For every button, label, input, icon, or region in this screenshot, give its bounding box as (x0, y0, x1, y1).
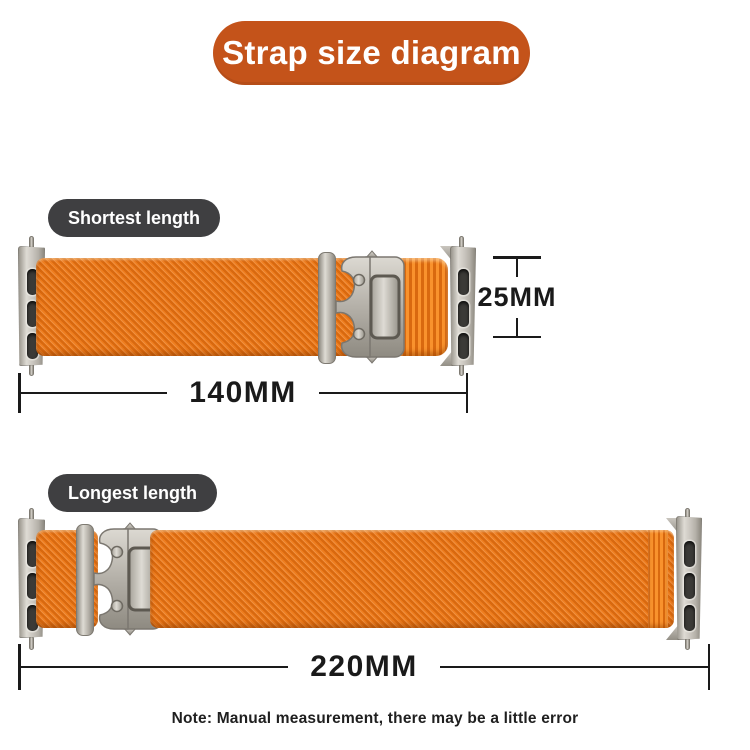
adapter-slot (684, 573, 695, 599)
watch-lug-adapter-right (450, 246, 476, 366)
dimension-stem (516, 318, 519, 336)
strap-width-value: 25MM (477, 281, 557, 312)
longest-length-value: 220MM (310, 650, 418, 683)
longest-strap-image (14, 508, 720, 658)
longest-length-label-pill (48, 474, 217, 512)
adapter-slot (458, 333, 469, 359)
shortest-length-value: 140MM (189, 376, 297, 409)
longest-length-dimension (18, 644, 710, 690)
dimension-line (440, 666, 708, 669)
dimension-tick (466, 373, 469, 413)
title-banner (213, 21, 530, 85)
dimension-rule (493, 336, 541, 339)
dimension-line (21, 666, 289, 669)
strap-fabric (150, 530, 674, 628)
strap-width-dimension (477, 256, 557, 354)
shortest-length-label: Shortest length (68, 207, 201, 228)
dimension-tick (708, 644, 711, 690)
shortest-strap-image (14, 236, 494, 386)
dimension-line (21, 392, 168, 395)
adapter-slot (684, 605, 695, 631)
dimension-stem (516, 259, 519, 277)
longest-length-label: Longest length (68, 482, 197, 503)
stitch-band (648, 530, 668, 628)
adapter-slot (458, 269, 469, 295)
shortest-length-dimension (18, 373, 468, 413)
watch-lug-adapter-right (676, 516, 702, 640)
cobra-buckle (332, 250, 408, 364)
page-title: Strap size diagram (222, 34, 521, 71)
measurement-note: Note: Manual measurement, there may be a little error (171, 710, 579, 727)
adapter-slot (458, 301, 469, 327)
shortest-length-label-pill (48, 199, 220, 237)
adapter-slot (684, 541, 695, 567)
dimension-line (319, 392, 466, 395)
